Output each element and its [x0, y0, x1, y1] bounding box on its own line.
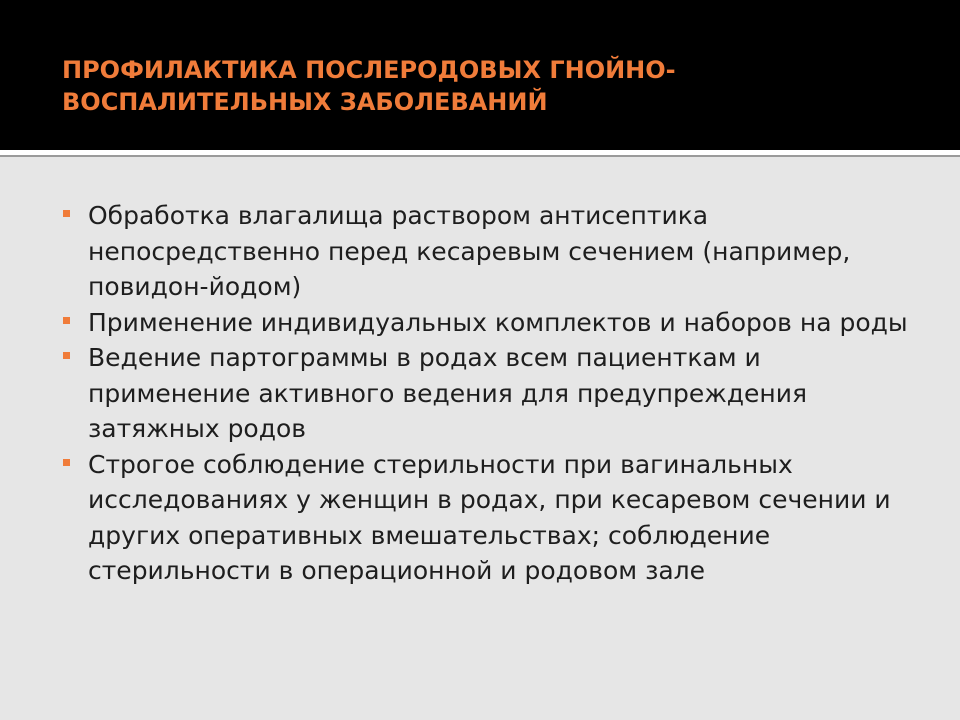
- square-bullet-icon: [63, 317, 70, 324]
- slide-title: ПРОФИЛАКТИКА ПОСЛЕРОДОВЫХ ГНОЙНО-ВОСПАЛИТЕЛЬНЫХ ЗАБОЛЕВАНИЙ: [62, 56, 676, 116]
- square-bullet-icon: [63, 459, 70, 466]
- bullet-text: Строгое соблюдение стерильности при вагинальных исследованиях у женщин в родах, при кесаревом сечении и других оперативных вмешательствах; соблюдение стерильности в операционной и родовом зале: [88, 449, 891, 585]
- header-divider-dark: [0, 155, 960, 157]
- bullet-item: [60, 198, 920, 305]
- bullet-text: Применение индивидуальных комплектов и наборов на роды: [88, 307, 908, 337]
- bullet-text: Обработка влагалища раствором антисептика непосредственно перед кесаревым сечением (например, повидон-йодом): [88, 201, 851, 301]
- bullet-item: [60, 305, 920, 341]
- square-bullet-icon: [63, 352, 70, 359]
- bullet-item: [60, 447, 920, 589]
- bullet-list: [60, 198, 920, 589]
- bullet-text: Ведение партограммы в родах всем пациенткам и применение активного ведения для предупреждения затяжных родов: [88, 343, 808, 443]
- title-bar: [0, 0, 960, 150]
- square-bullet-icon: [63, 210, 70, 217]
- bullet-item: [60, 340, 920, 447]
